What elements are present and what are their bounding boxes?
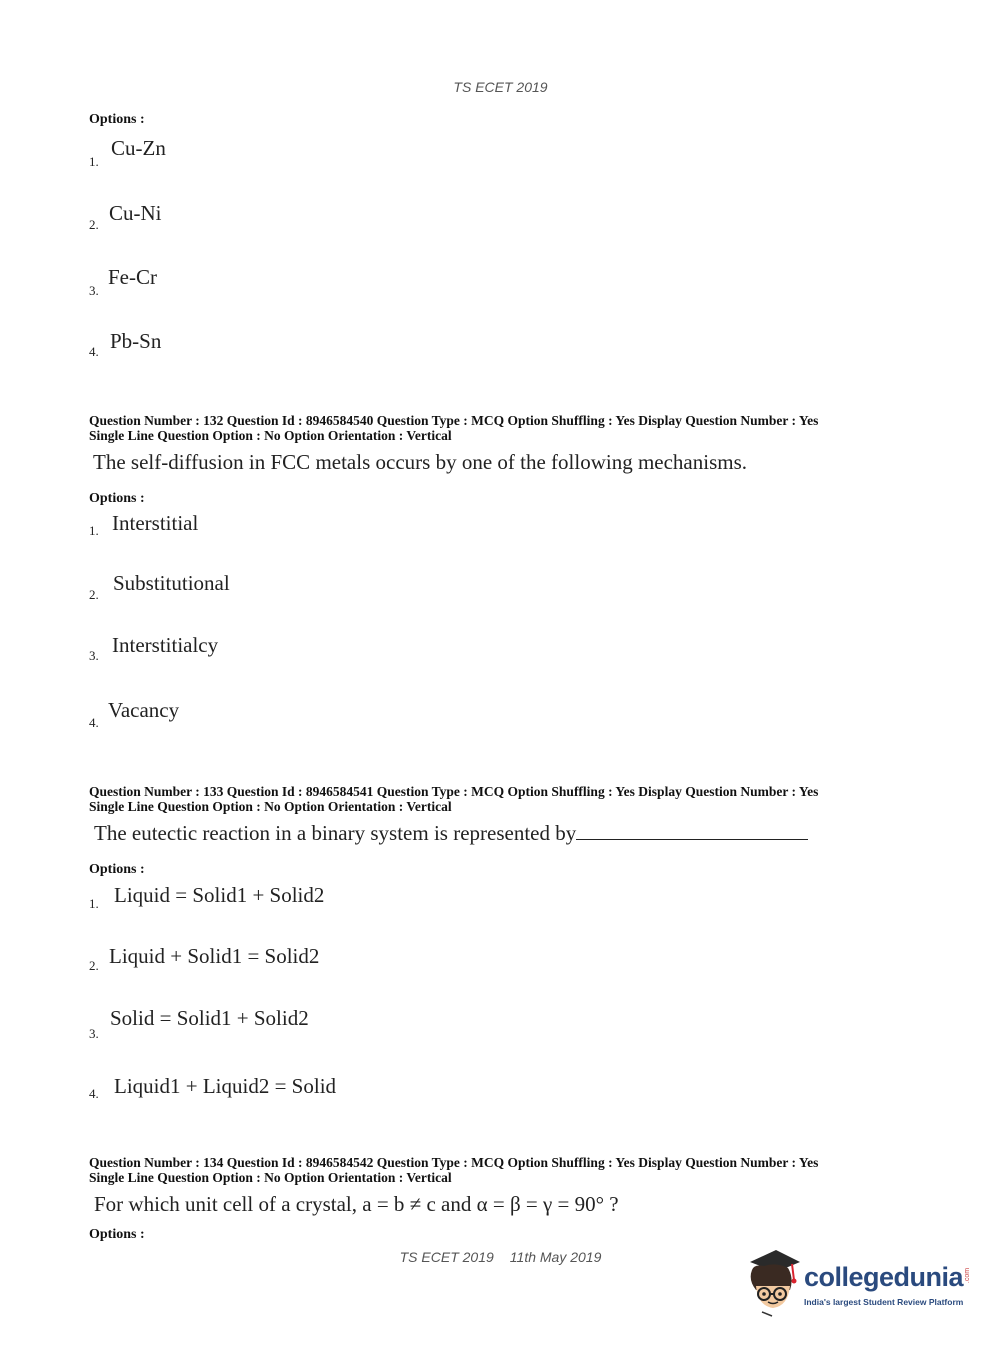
option-text: Cu-Zn [111, 136, 166, 160]
options-label: Options : [89, 862, 145, 877]
option-number: 4. [89, 715, 99, 730]
footer-exam: TS ECET 2019 [399, 1249, 494, 1265]
question-text: The eutectic reaction in a binary system is represented by [94, 821, 577, 845]
option-text: Fe-Cr [108, 265, 157, 289]
question-meta: Question Number : 134 Question Id : 8946584542 Question Type : MCQ Option Shuffling : Yes Display Question Number : Yes [89, 1155, 819, 1170]
question-text: The self-diffusion in FCC metals occurs by one of the following mechanisms. [93, 450, 748, 474]
option-text: Liquid + Solid1 = Solid2 [109, 944, 320, 968]
option-text: Pb-Sn [110, 329, 162, 353]
answer-blank [576, 821, 808, 840]
option-number: 2. [89, 958, 99, 973]
option-number: 1. [89, 154, 99, 169]
option-number: 2. [89, 217, 99, 232]
collegedunia-logo[interactable] [742, 1250, 972, 1320]
option-number: 3. [89, 648, 99, 663]
question-text: For which unit cell of a crystal, a = b ≠ c and α = β = γ = 90° ? [94, 1192, 619, 1216]
footer-date: 11th May 2019 [509, 1249, 602, 1265]
option-text: Solid = Solid1 + Solid2 [110, 1006, 309, 1030]
question-meta: Question Number : 132 Question Id : 8946584540 Question Type : MCQ Option Shuffling : Yes Display Question Number : Yes [89, 413, 819, 428]
options-label: Options : [89, 1227, 145, 1242]
option-number: 2. [89, 587, 99, 602]
mascot-icon [742, 1250, 802, 1320]
options-label: Options : [89, 491, 145, 506]
option-number: 1. [89, 523, 99, 538]
logo-suffix: .com [964, 1267, 972, 1284]
option-text: Liquid = Solid1 + Solid2 [114, 883, 325, 907]
option-number: 4. [89, 344, 99, 359]
option-text: Substitutional [113, 571, 230, 595]
option-text: Cu-Ni [109, 201, 162, 225]
option-number: 4. [89, 1086, 99, 1101]
option-number: 3. [89, 283, 99, 298]
question-meta-2: Single Line Question Option : No Option Orientation : Vertical [89, 799, 452, 814]
option-text: Interstitial [112, 511, 199, 535]
option-text: Liquid1 + Liquid2 = Solid [114, 1074, 337, 1098]
options-label: Options : [89, 112, 145, 127]
question-meta-2: Single Line Question Option : No Option Orientation : Vertical [89, 1170, 452, 1185]
page-header: TS ECET 2019 [453, 79, 548, 95]
logo-tagline: India's largest Student Review Platform [804, 1297, 964, 1307]
logo-wordmark: collegedunia [804, 1262, 964, 1292]
option-number: 1. [89, 896, 99, 911]
option-number: 3. [89, 1026, 99, 1041]
option-text: Vacancy [108, 698, 180, 722]
option-text: Interstitialcy [112, 633, 219, 657]
question-meta: Question Number : 133 Question Id : 8946584541 Question Type : MCQ Option Shuffling : Yes Display Question Number : Yes [89, 784, 819, 799]
question-meta-2: Single Line Question Option : No Option Orientation : Vertical [89, 428, 452, 443]
